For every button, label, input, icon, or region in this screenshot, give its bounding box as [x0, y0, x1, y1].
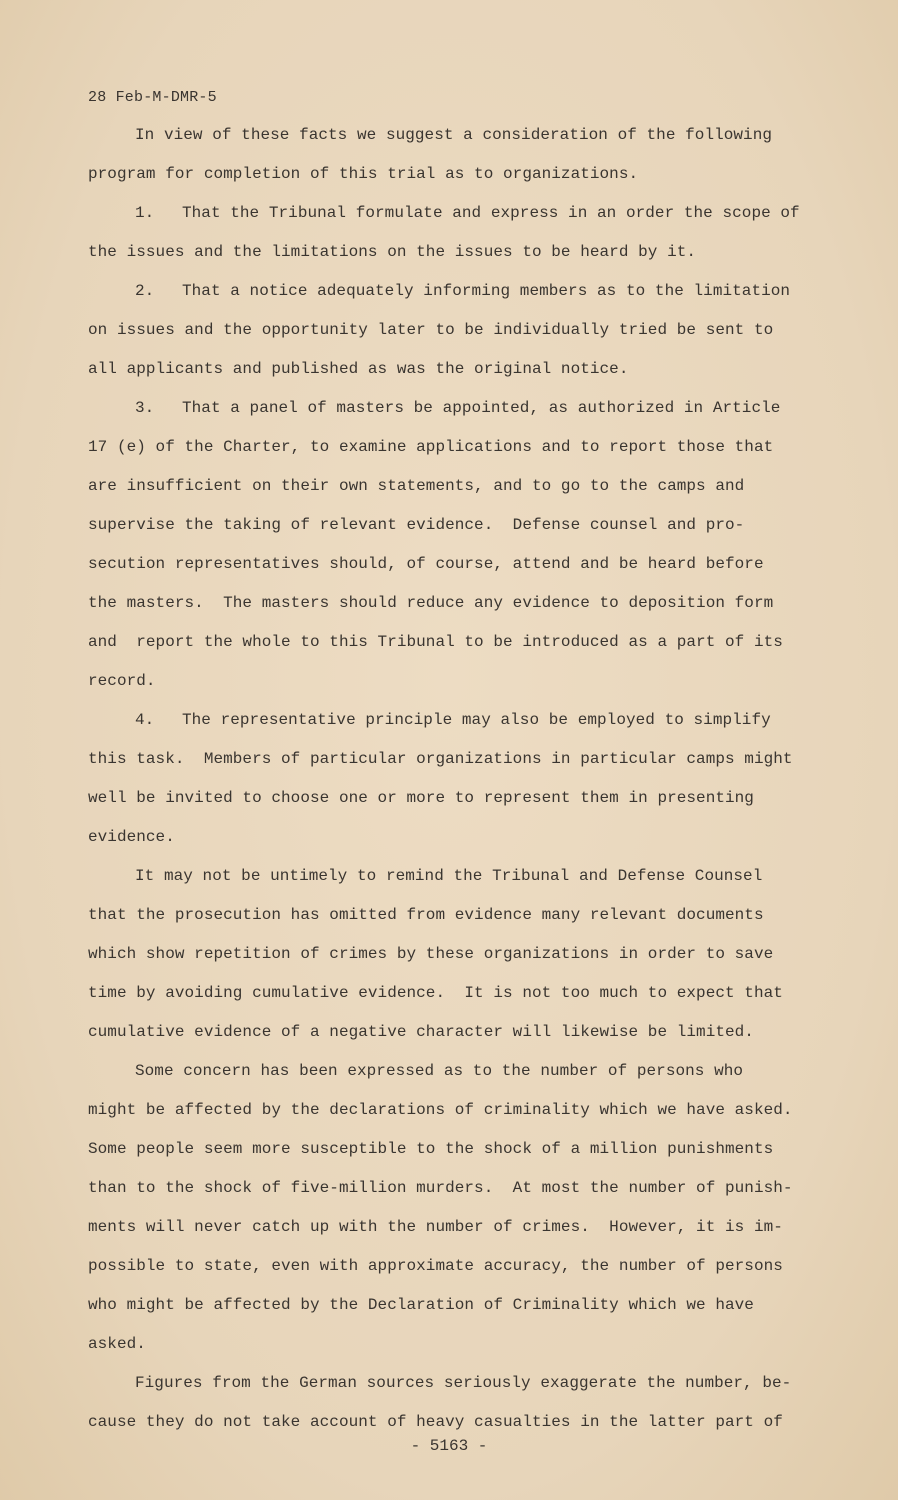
line-text: The representative principle may also be employed to simplify	[182, 711, 771, 729]
line-text: In view of these facts we suggest a consideration of the following	[135, 126, 773, 144]
line-text: ments will never catch up with the number of crimes. However, it is im-	[88, 1218, 783, 1236]
line-text: Some people seem more susceptible to the shock of a million punishments	[88, 1140, 774, 1158]
text-line	[88, 1013, 848, 1052]
text-line	[88, 1169, 848, 1208]
text-line	[88, 896, 848, 935]
text-line	[88, 623, 848, 662]
document-reference: 28 Feb-M-DMR-5	[88, 89, 217, 106]
line-text: than to the shock of five-million murders. At most the number of punish-	[88, 1179, 793, 1197]
text-line	[88, 545, 848, 584]
text-line	[88, 389, 848, 428]
line-text: all applicants and published as was the original notice.	[88, 360, 629, 378]
item-number: 3.	[135, 399, 155, 417]
text-line	[88, 1091, 848, 1130]
text-line	[88, 116, 848, 155]
line-text: It may not be untimely to remind the Tribunal and Defense Counsel	[135, 867, 763, 885]
line-text: that the prosecution has omitted from evidence many relevant documents	[88, 906, 764, 924]
line-text: on issues and the opportunity later to be individually tried be sent to	[88, 321, 774, 339]
text-line	[88, 1364, 848, 1403]
line-text: record.	[88, 672, 156, 690]
text-line	[88, 194, 848, 233]
text-line	[88, 506, 848, 545]
text-line	[88, 584, 848, 623]
line-text: evidence.	[88, 828, 175, 846]
text-line	[88, 428, 848, 467]
text-line	[88, 974, 848, 1013]
text-line	[88, 1208, 848, 1247]
line-text: Some concern has been expressed as to the number of persons who	[135, 1062, 744, 1080]
text-line	[88, 1325, 848, 1364]
text-line	[88, 1247, 848, 1286]
text-line	[88, 662, 848, 701]
text-line	[88, 701, 848, 740]
line-text: possible to state, even with approximate accuracy, the number of persons	[88, 1257, 783, 1275]
line-text: cumulative evidence of a negative character will likewise be limited.	[88, 1023, 754, 1041]
line-text: well be invited to choose one or more to represent them in presenting	[88, 789, 754, 807]
line-text: 17 (e) of the Charter, to examine applications and to report those that	[88, 438, 774, 456]
line-text: asked.	[88, 1335, 146, 1353]
text-line	[88, 818, 848, 857]
line-text: That the Tribunal formulate and express in an order the scope of	[182, 204, 800, 222]
line-text: which show repetition of crimes by these organizations in order to save	[88, 945, 774, 963]
text-line	[88, 1130, 848, 1169]
text-line	[88, 740, 848, 779]
item-number: 4.	[135, 711, 155, 729]
page-number: - 5163 -	[410, 1437, 488, 1455]
item-number: 2.	[135, 282, 155, 300]
line-text: the masters. The masters should reduce any evidence to deposition form	[88, 594, 774, 612]
text-line	[88, 467, 848, 506]
text-line	[88, 233, 848, 272]
item-number: 1.	[135, 204, 155, 222]
text-line	[88, 1286, 848, 1325]
text-line	[88, 857, 848, 896]
line-text: time by avoiding cumulative evidence. It is not too much to expect that	[88, 984, 783, 1002]
line-text: Figures from the German sources seriously exaggerate the number, be-	[135, 1374, 792, 1392]
text-line	[88, 155, 848, 194]
text-line	[88, 272, 848, 311]
text-line	[88, 935, 848, 974]
line-text: program for completion of this trial as to organizations.	[88, 165, 639, 183]
line-text: secution representatives should, of course, attend and be heard before	[88, 555, 764, 573]
line-text: That a notice adequately informing members as to the limitation	[182, 282, 791, 300]
document-body	[88, 116, 848, 1442]
line-text: who might be affected by the Declaration of Criminality which we have	[88, 1296, 754, 1314]
line-text: might be affected by the declarations of criminality which we have asked.	[88, 1101, 793, 1119]
line-text: That a panel of masters be appointed, as authorized in Article	[182, 399, 781, 417]
line-text: are insufficient on their own statements, and to go to the camps and	[88, 477, 745, 495]
text-line	[88, 779, 848, 818]
line-text: the issues and the limitations on the issues to be heard by it.	[88, 243, 697, 261]
text-line	[88, 1052, 848, 1091]
line-text: cause they do not take account of heavy casualties in the latter part of	[88, 1413, 783, 1431]
line-text: and report the whole to this Tribunal to be introduced as a part of its	[88, 633, 783, 651]
line-text: supervise the taking of relevant evidence. Defense counsel and pro-	[88, 516, 745, 534]
text-line	[88, 311, 848, 350]
line-text: this task. Members of particular organizations in particular camps might	[88, 750, 793, 768]
text-line	[88, 350, 848, 389]
